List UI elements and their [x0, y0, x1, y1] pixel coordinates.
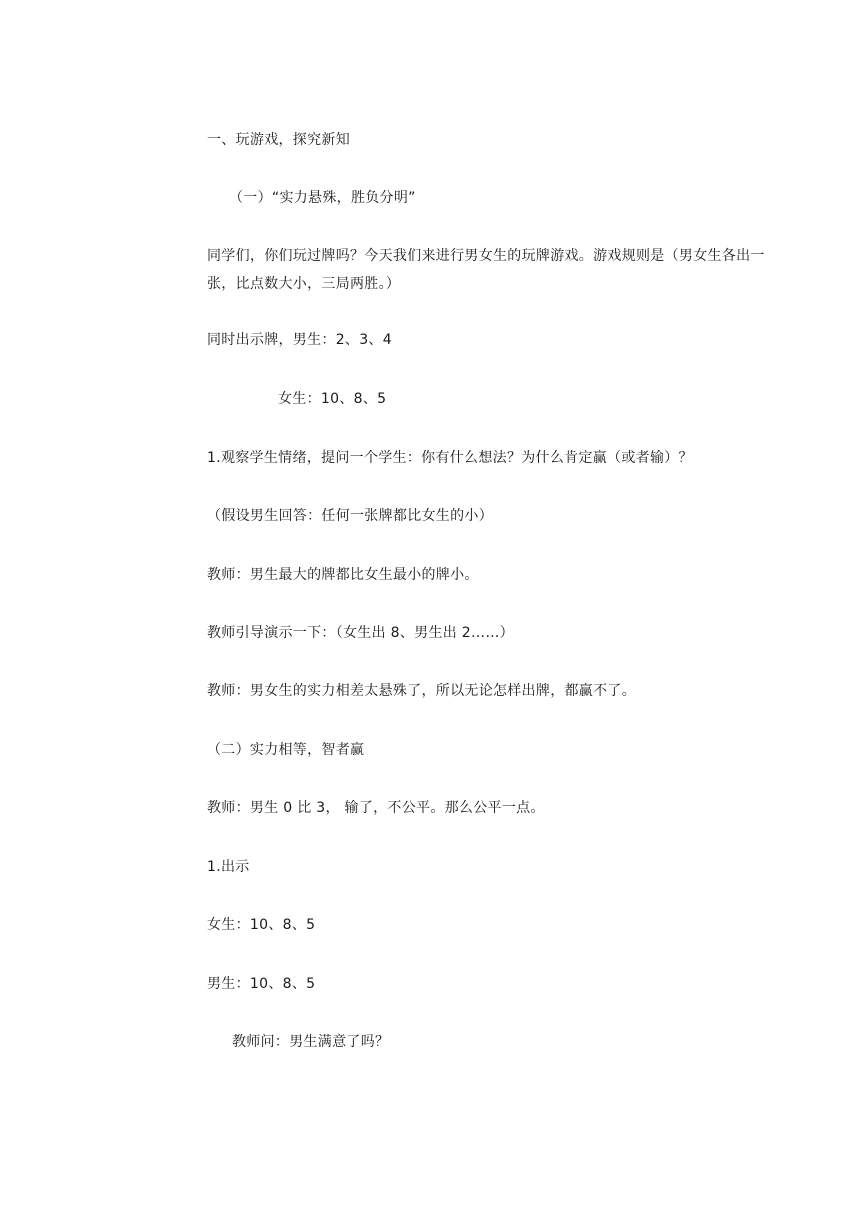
paragraph: （假设男生回答：任何一张牌都比女生的小） — [207, 508, 493, 524]
paragraph: 女生：10、8、5 — [207, 917, 316, 933]
subsection-heading: （一）“实力悬殊，胜负分明” — [229, 190, 416, 206]
paragraph: 教师：男生最大的牌都比女生最小的牌小。 — [207, 567, 479, 583]
paragraph: 教师问：男生满意了吗？ — [232, 1034, 390, 1050]
section-heading: 一、玩游戏，探究新知 — [207, 132, 350, 148]
paragraph: 同时出示牌，男生：2、3、4 — [207, 332, 392, 348]
paragraph: 同学们，你们玩过牌吗？今天我们来进行男女生的玩牌游戏。游戏规则是（男女生各出一张，比点数大小，三局两胜。） — [207, 248, 765, 292]
paragraph: 女生：10、8、5 — [278, 391, 387, 407]
subsection-heading: （二）实力相等，智者赢 — [207, 742, 365, 758]
paragraph: 教师：男生 0 比 3， 输了，不公平。那么公平一点。 — [207, 800, 545, 816]
paragraph: 1.观察学生情绪，提问一个学生：你有什么想法？为什么肯定赢（或者输）？ — [207, 450, 693, 466]
paragraph: 男生：10、8、5 — [207, 976, 316, 992]
paragraph: 教师引导演示一下：（女生出 8、男生出 2……） — [207, 625, 514, 641]
paragraph: 教师：男女生的实力相差太悬殊了，所以无论怎样出牌，都赢不了。 — [207, 683, 636, 699]
paragraph: 1.出示 — [207, 859, 250, 875]
